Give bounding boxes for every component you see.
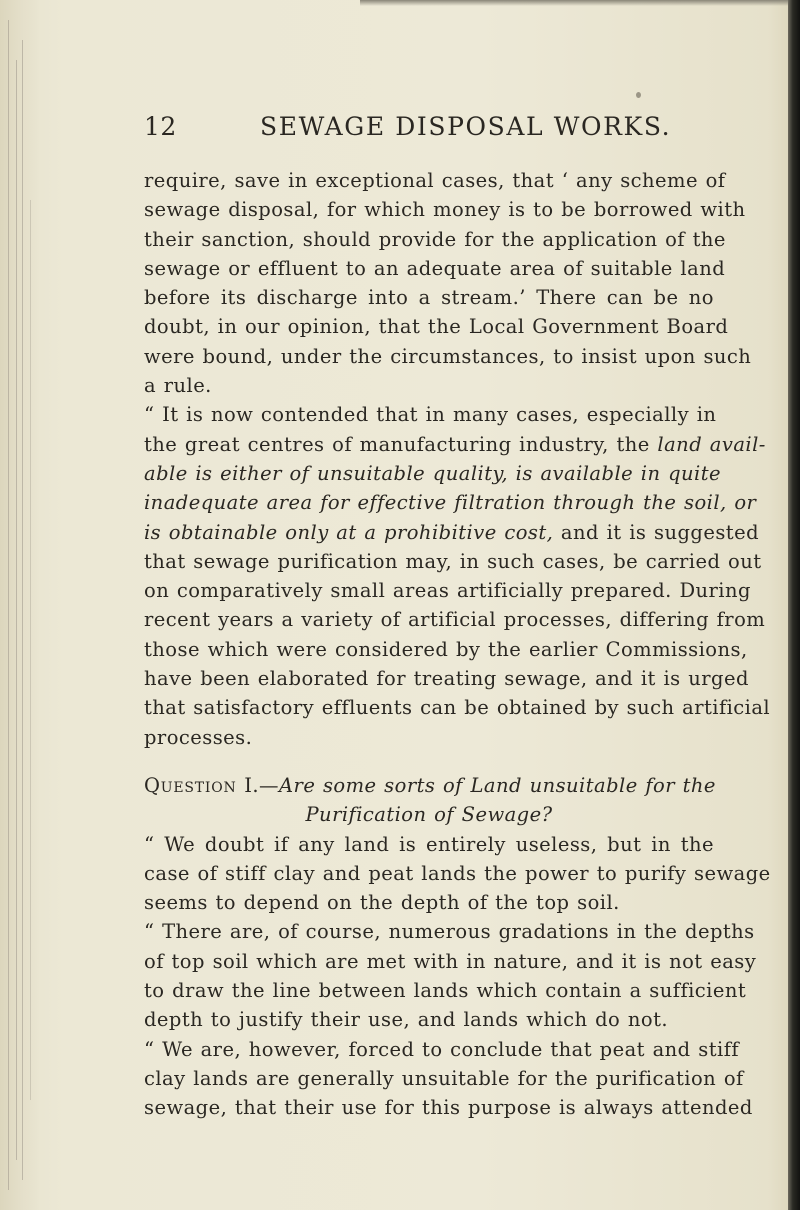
text-line <box>144 488 757 517</box>
question-label: Question <box>144 773 237 797</box>
text-line: clay lands are generally unsuitable for the purification of <box>144 1066 744 1090</box>
text-line: sewage or effluent to an adequate area of suitable land <box>144 256 726 280</box>
text-line: seems to depend on the depth of the top soil. <box>144 891 620 915</box>
paragraph-gap <box>144 752 714 771</box>
text-line: require, save in exceptional cases, that ‘ any scheme of <box>144 169 726 192</box>
top-shadow <box>360 0 800 6</box>
text-line: of top soil which are met with in nature, and it is not easy <box>144 949 757 973</box>
text-line: that sewage purification may, in such cases, be carried out <box>144 549 762 573</box>
spine-mark <box>22 40 23 1180</box>
text-line: sewage, that their use for this purpose is always attended <box>144 1096 753 1120</box>
text-line: depth to justify their use, and lands which do not. <box>144 1008 669 1032</box>
text-line: recent years a variety of artificial processes, differing from <box>144 608 766 632</box>
page-number: 12 <box>144 112 177 141</box>
running-head: SEWAGE DISPOSAL WORKS. <box>260 112 672 141</box>
text-line: “ There are, of course, numerous gradations in the depths <box>144 920 755 944</box>
body-text <box>144 166 771 1123</box>
text-run: and it is suggested <box>553 520 759 544</box>
question-text: Purification of Sewage? <box>305 803 553 827</box>
text-line: “ It is now contended that in many cases, especially in <box>144 403 717 427</box>
text-line: those which were considered by the earlier Commissions, <box>144 637 748 661</box>
text-line: case of stiff clay and peat lands the power to purify sewage <box>144 861 771 885</box>
text-line: were bound, under the circumstances, to insist upon such <box>144 344 752 368</box>
text-line: to draw the line between lands which contain a sufficient <box>144 979 747 1003</box>
spine-mark <box>8 20 9 1190</box>
question-heading-line2 <box>144 800 714 829</box>
text-line: processes. <box>144 725 253 749</box>
italic-run: inadequate area for effective filtration through the soil, or <box>144 491 757 515</box>
italic-run: is obtainable only at a prohibitive cost, <box>144 520 554 544</box>
page-spine <box>0 0 40 1210</box>
text-line: have been elaborated for treating sewage, and it is urged <box>144 667 749 691</box>
binding-edge <box>788 0 800 1210</box>
spine-mark <box>30 200 31 1100</box>
text-line: sewage disposal, for which money is to be borrowed with <box>144 198 746 222</box>
spine-mark <box>16 60 17 1160</box>
text-line <box>144 459 722 488</box>
text-line: that satisfactory effluents can be obtained by such artificial <box>144 696 771 720</box>
text-line: “ We doubt if any land is entirely useless, but in the <box>144 832 714 856</box>
question-text: Are some sorts of Land unsuitable for the <box>279 773 716 797</box>
text-line: their sanction, should provide for the application of the <box>144 227 726 251</box>
text-line: “ We are, however, forced to conclude that peat and stiff <box>144 1037 740 1061</box>
text-run: the great centres of manufacturing industry, the <box>144 432 658 456</box>
text-line <box>144 430 766 459</box>
italic-run: land avail- <box>657 432 766 456</box>
text-line: before its discharge into a stream.’ There can be no <box>144 286 714 310</box>
page-header <box>0 112 800 146</box>
ink-speck <box>636 92 641 98</box>
text-line: doubt, in our opinion, that the Local Government Board <box>144 315 729 339</box>
text-line: on comparatively small areas artificially prepared. During <box>144 579 751 603</box>
question-number: I.— <box>244 773 280 797</box>
question-heading <box>144 771 714 800</box>
text-line: a rule. <box>144 374 212 398</box>
text-line <box>144 518 759 547</box>
italic-run: able is either of unsuitable quality, is available in quite <box>144 461 722 485</box>
